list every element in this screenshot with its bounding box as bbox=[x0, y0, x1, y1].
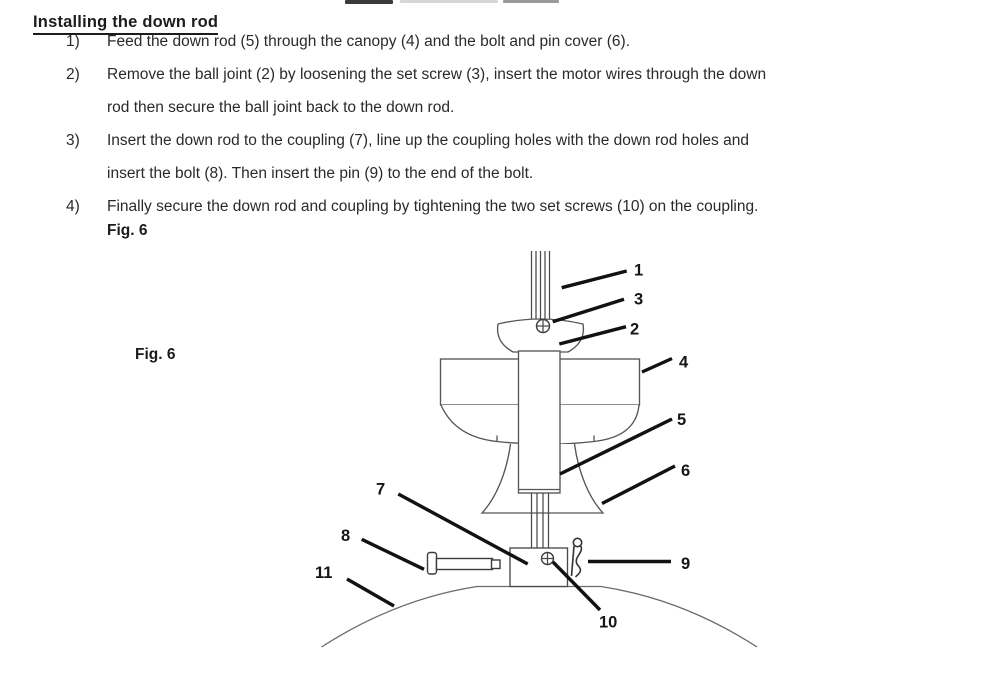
leader-line-1 bbox=[562, 271, 627, 288]
coupling-set-screw bbox=[542, 553, 554, 565]
step-2-text: Remove the ball joint (2) by loosening the set screw (3), insert the motor wires through the down rod then secure the ball joint back to the down rod. bbox=[107, 66, 767, 116]
bolt bbox=[428, 553, 501, 575]
step-1-text: Feed the down rod (5) through the canopy (4) and the bolt and pin cover (6). bbox=[107, 33, 631, 50]
step-4-text: Finally secure the down rod and coupling by tightening the two set screws (10) on the coupling. bbox=[107, 198, 759, 215]
cotter-pin bbox=[572, 538, 582, 577]
callout-11: 11 bbox=[315, 564, 333, 582]
hanger-wires bbox=[532, 251, 550, 324]
step-3-text: Insert the down rod to the coupling (7), line up the coupling holes with the down rod holes and insert the bolt (8). Then insert the pin (9) to the end of the bolt. bbox=[107, 132, 749, 182]
callout-8: 8 bbox=[341, 527, 351, 545]
step-2-number: 2) bbox=[66, 66, 80, 83]
down-rod bbox=[519, 351, 561, 493]
callout-4: 4 bbox=[679, 353, 689, 372]
callout-1: 1 bbox=[634, 261, 644, 280]
callout-5: 5 bbox=[677, 411, 687, 429]
leader-line-4 bbox=[642, 359, 672, 373]
callout-9: 9 bbox=[681, 555, 691, 573]
callout-10: 10 bbox=[599, 613, 618, 632]
figure-caption: Fig. 6 bbox=[107, 222, 148, 239]
callout-7: 7 bbox=[376, 480, 386, 499]
step-4-number: 4) bbox=[66, 198, 80, 215]
callout-6: 6 bbox=[681, 462, 691, 480]
leader-line-11 bbox=[347, 579, 394, 606]
leader-line-6 bbox=[602, 466, 675, 504]
figure-caption-margin: Fig. 6 bbox=[135, 346, 176, 363]
callout-2: 2 bbox=[630, 320, 640, 339]
motor-housing-arc bbox=[322, 587, 758, 648]
step-3-number: 3) bbox=[66, 132, 80, 149]
leader-line-3 bbox=[553, 299, 624, 321]
leader-line-8 bbox=[362, 539, 424, 569]
callout-3: 3 bbox=[634, 290, 644, 309]
step-1-number: 1) bbox=[66, 33, 80, 50]
ball-joint-set-screw bbox=[537, 320, 550, 333]
section-title-text: Installing the down rod bbox=[33, 11, 218, 35]
